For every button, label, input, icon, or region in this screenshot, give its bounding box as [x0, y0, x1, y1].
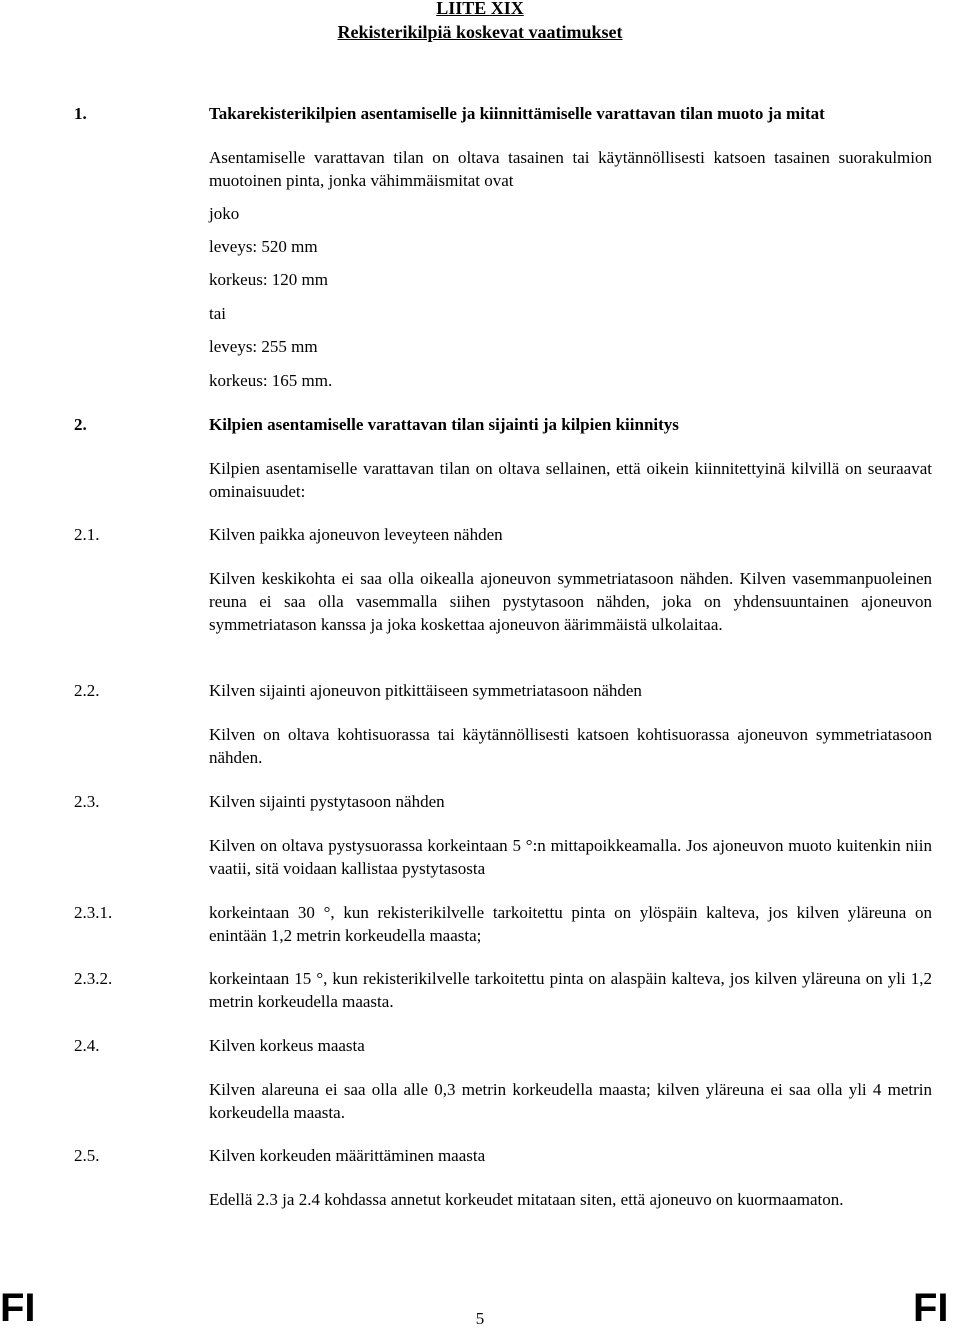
- section-2-3-heading: Kilven sijainti pystytasoon nähden: [209, 792, 445, 811]
- section-1-heading: Takarekisterikilpien asentamiselle ja kiinnittämiselle varattavan tilan muoto ja mitat: [209, 104, 825, 123]
- section-2-4-number: 2.4.: [74, 1036, 100, 1055]
- page-number: 5: [475, 1309, 485, 1328]
- section-1-number: 1.: [74, 104, 87, 123]
- page-title: Rekisterikilpiä koskevat vaatimukset: [337, 22, 623, 42]
- section-2-3-2-text: korkeintaan 15 °, kun rekisterikilvelle tarkoitettu pinta on alaspäin kalteva, jos kilven yläreuna on yli 1,2 metrin korkeudella maasta.: [209, 969, 932, 1011]
- section-2-number: 2.: [74, 415, 87, 434]
- section-2-3-number: 2.3.: [74, 792, 100, 811]
- section-2-1-number: 2.1.: [74, 525, 100, 544]
- section-1-line-joko: joko: [209, 204, 240, 223]
- section-2-3-2-number: 2.3.2.: [74, 969, 113, 988]
- footer-language-left: FI: [0, 1286, 36, 1330]
- section-2-3-text: Kilven on oltava pystysuorassa korkeintaan 5 °:n mittapoikkeamalla. Jos ajoneuvon muoto kuitenkin niin vaatii, sitä voidaan kallistaa pystytasosta: [209, 836, 932, 878]
- section-1-intro: Asentamiselle varattavan tilan on oltava tasainen tai käytännöllisesti katsoen tasainen suorakulmion muotoinen pinta, jonka vähimmäismitat ovat: [209, 148, 932, 190]
- section-2-4-text: Kilven alareuna ei saa olla alle 0,3 metrin korkeudella maasta; kilven yläreuna ei saa olla yli 4 metrin korkeudella maasta.: [209, 1080, 932, 1122]
- footer-language-right: FI: [913, 1286, 949, 1330]
- section-1-line-tai: tai: [209, 304, 226, 323]
- section-2-4-heading: Kilven korkeus maasta: [209, 1036, 365, 1055]
- section-2-5-number: 2.5.: [74, 1146, 100, 1165]
- section-2-2-text: Kilven on oltava kohtisuorassa tai käytännöllisesti katsoen kohtisuorassa ajoneuvon symmetriatasoon nähden.: [209, 725, 932, 767]
- section-2-3-1-text: korkeintaan 30 °, kun rekisterikilvelle tarkoitettu pinta on ylöspäin kalteva, jos kilven yläreuna on enintään 1,2 metrin korkeudella maasta;: [209, 903, 932, 945]
- section-2-text: Kilpien asentamiselle varattavan tilan on oltava sellainen, että oikein kiinnitettyinä kilvillä on seuraavat ominaisuudet:: [209, 459, 932, 501]
- section-2-2-number: 2.2.: [74, 681, 100, 700]
- section-2-2-heading: Kilven sijainti ajoneuvon pitkittäiseen symmetriatasoon nähden: [209, 681, 642, 700]
- section-2-1-text: Kilven keskikohta ei saa olla oikealla ajoneuvon symmetriatasoon nähden. Kilven vasemmanpuoleinen reuna ei saa olla vasemmalla siihen pystytasoon nähden, joka on yhdensuuntainen ajoneuvon symmetriatason kanssa ja joka koskettaa ajoneuvon äärimmäistä ulkolaitaa.: [209, 569, 932, 634]
- section-1-line-height-1: korkeus: 120 mm: [209, 270, 328, 289]
- section-2-3-1-number: 2.3.1.: [74, 903, 113, 922]
- section-1-line-width-1: leveys: 520 mm: [209, 237, 318, 256]
- section-2-heading: Kilpien asentamiselle varattavan tilan sijainti ja kilpien kiinnitys: [209, 415, 679, 434]
- section-1-line-width-2: leveys: 255 mm: [209, 337, 318, 356]
- annex-label: LIITE XIX: [436, 0, 524, 18]
- section-2-5-heading: Kilven korkeuden määrittäminen maasta: [209, 1146, 486, 1165]
- section-1-line-height-2: korkeus: 165 mm.: [209, 371, 333, 390]
- section-2-1-heading: Kilven paikka ajoneuvon leveyteen nähden: [209, 525, 503, 544]
- section-2-5-text: Edellä 2.3 ja 2.4 kohdassa annetut korkeudet mitataan siten, että ajoneuvo on kuormaamaton.: [209, 1190, 844, 1209]
